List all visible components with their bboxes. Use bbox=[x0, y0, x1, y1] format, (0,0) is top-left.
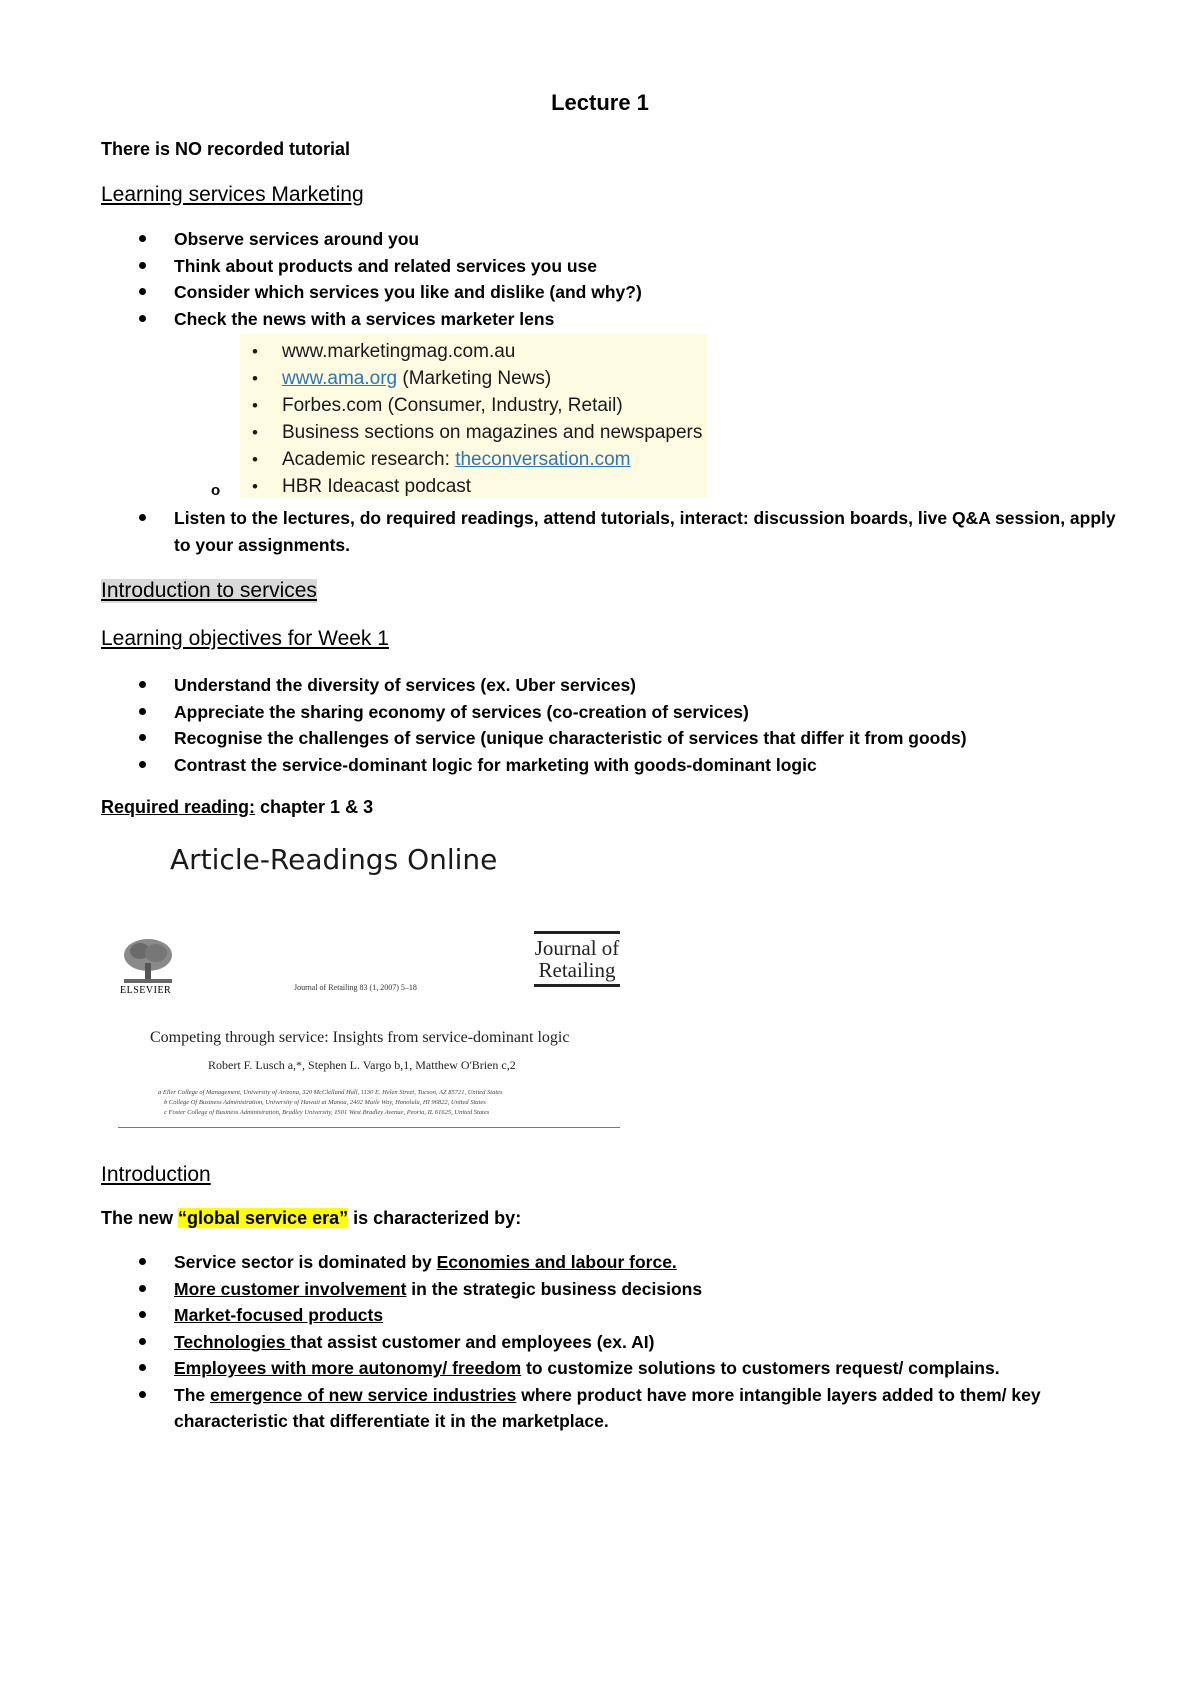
learning-list-continued bbox=[101, 505, 1121, 558]
journal-reference: Journal of Retailing 83 (1, 2007) 5–18 bbox=[294, 983, 417, 992]
list-item: Check the news with a services marketer lens bbox=[101, 306, 1121, 333]
affiliation: c Foster College of Business Administration, Bradley University, 1501 West Bradley Avenue, Peoria, IL 61625, United States bbox=[164, 1109, 490, 1116]
list-item: Appreciate the sharing economy of services (co-creation of services) bbox=[101, 699, 1121, 726]
required-reading-value: chapter 1 & 3 bbox=[255, 797, 374, 817]
list-item: Employees with more autonomy/ freedom to customize solutions to customers request/ complains. bbox=[101, 1355, 1121, 1382]
list-item: The emergence of new service industries where product have more intangible layers added to them/ key characteristic that differentiate it in the marketplace. bbox=[101, 1382, 1121, 1435]
objectives-heading: Learning objectives for Week 1 bbox=[101, 627, 389, 650]
sub-bullet-marker: o bbox=[211, 482, 221, 499]
paper-title: Competing through service: Insights from service-dominant logic bbox=[150, 1029, 570, 1046]
objectives-list bbox=[101, 672, 1121, 778]
list-item: Technologies that assist customer and employees (ex. AI) bbox=[101, 1329, 1121, 1356]
resource-item: • Forbes.com (Consumer, Industry, Retail) bbox=[240, 392, 707, 419]
article-heading: Article-Readings Online bbox=[170, 843, 498, 876]
page-title: Lecture 1 bbox=[551, 90, 649, 115]
affiliation: b College Of Business Administration, University of Hawaii at Manoa, 2402 Maile Way, Honolulu, HI 96822, United States bbox=[164, 1099, 486, 1106]
journal-of-retailing-logo: Journal of Retailing bbox=[534, 931, 620, 987]
list-item: Understand the diversity of services (ex. Uber services) bbox=[101, 672, 1121, 699]
introduction-list bbox=[101, 1249, 1121, 1435]
learning-heading: Learning services Marketing bbox=[101, 183, 364, 206]
required-reading bbox=[101, 797, 373, 818]
list-item: Think about products and related services you use bbox=[101, 253, 1121, 280]
resource-item: • Academic research: theconversation.com bbox=[240, 446, 707, 473]
introduction-lead: The new “global service era” is characterized by: bbox=[101, 1208, 522, 1228]
required-reading-label: Required reading: bbox=[101, 797, 256, 817]
resources-list bbox=[240, 334, 707, 500]
tutorial-note: There is NO recorded tutorial bbox=[101, 139, 351, 159]
global-service-era-highlight: “global service era” bbox=[178, 1208, 349, 1228]
journal-article-image bbox=[118, 925, 628, 1130]
resources-box bbox=[240, 334, 707, 498]
list-item: Service sector is dominated by Economies and labour force. bbox=[101, 1249, 1121, 1276]
affiliation: a Eller College of Management, University of Arizona, 320 McClelland Hall, 1130 E. Helen Street, Tucson, AZ 85721, United States bbox=[158, 1089, 503, 1096]
resource-item: • www.ama.org (Marketing News) bbox=[240, 365, 707, 392]
elsevier-tree-icon bbox=[120, 935, 176, 987]
list-item: Contrast the service-dominant logic for marketing with goods-dominant logic bbox=[101, 752, 1121, 779]
resource-item: • Business sections on magazines and newspapers bbox=[240, 419, 707, 446]
list-item: Observe services around you bbox=[101, 226, 1121, 253]
divider bbox=[118, 1127, 620, 1128]
list-item: Recognise the challenges of service (unique characteristic of services that differ it from goods) bbox=[101, 725, 1121, 752]
learning-list bbox=[101, 226, 1121, 332]
list-item: Listen to the lectures, do required readings, attend tutorials, interact: discussion boards, live Q&A session, apply to your assignments. bbox=[101, 505, 1121, 558]
list-item: Consider which services you like and dislike (and why?) bbox=[101, 279, 1121, 306]
conversation-link[interactable]: theconversation.com bbox=[455, 449, 631, 470]
list-item: More customer involvement in the strategic business decisions bbox=[101, 1276, 1121, 1303]
elsevier-label: ELSEVIER bbox=[120, 985, 172, 996]
ama-link[interactable]: www.ama.org bbox=[282, 368, 398, 389]
resource-item: • www.marketingmag.com.au bbox=[240, 338, 707, 365]
introduction-heading: Introduction bbox=[101, 1163, 211, 1186]
list-item: Market-focused products bbox=[101, 1302, 1121, 1329]
resource-item: • HBR Ideacast podcast bbox=[240, 473, 707, 500]
intro-services-heading: Introduction to services bbox=[101, 579, 317, 602]
paper-authors: Robert F. Lusch a,*, Stephen L. Vargo b,1, Matthew O'Brien c,2 bbox=[208, 1058, 516, 1072]
